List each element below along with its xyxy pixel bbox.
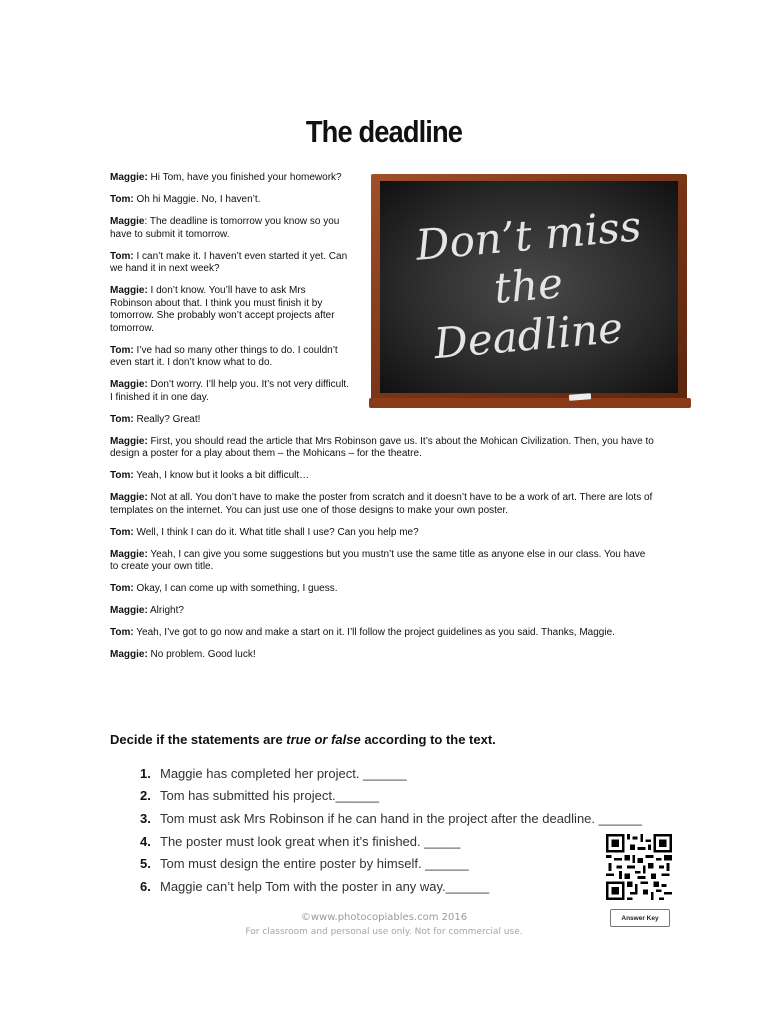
question-item: 5. Tom must design the entire poster by himself. ______: [140, 856, 469, 872]
dialogue-line: Maggie: Alright?: [110, 605, 184, 616]
dialogue-line: Tom: Oh hi Maggie. No, I haven’t.: [110, 194, 261, 205]
dialogue-line: Maggie: Not at all. You don’t have to make the poster from scratch and it doesn’t have to be a work of art. There are lots of templates on the internet. You can just use one of those designs to make your own poster.: [110, 492, 653, 516]
dialogue-line: Maggie: Hi Tom, have you finished your homework?: [110, 172, 342, 183]
question-item: 2. Tom has submitted his project.______: [140, 788, 379, 804]
footer-copyright: ©www.photocopiables.com 2016: [300, 912, 468, 923]
dialogue-line: Tom: I’ve had so many other things to do. I couldn’t even start it. I don’t know what to do.: [110, 344, 338, 368]
dialogue-line: Tom: Yeah, I’ve got to go now and make a start on it. I’ll follow the project guidelines as you said. Thanks, Maggie.: [110, 627, 615, 638]
page-title: The deadline: [305, 114, 463, 149]
instructions: Decide if the statements are true or false according to the text.: [110, 732, 496, 747]
question-list: [140, 762, 642, 898]
question-item: 3. Tom must ask Mrs Robinson if he can hand in the project after the deadline. ______: [140, 810, 643, 826]
board-line-2: the: [492, 258, 565, 313]
qr-code-icon[interactable]: [606, 834, 672, 900]
dialogue-line: Maggie: Yeah, I can give you some suggestions but you mustn’t use the same title as anyone else in our class. You have to create your own title.: [110, 548, 646, 572]
question-item: 1. Maggie has completed her project. ______: [140, 765, 407, 781]
board-line-3: Deadline: [432, 302, 625, 369]
dialogue-line: Maggie: First, you should read the article that Mrs Robinson gave us. It’s about the Mohican Civilization. Then, you have to design a poster for a play about them – the Mohicans – for the theatre.: [110, 435, 654, 459]
dialogue: [110, 172, 655, 671]
dialogue-line: Tom: Yeah, I know but it looks a bit difficult…: [110, 470, 310, 481]
dialogue-line: Maggie: I don’t know. You’ll have to ask Mrs Robinson about that. I think you must finish it by tomorrow. She probably won’t accept projects after tomorrow.: [110, 285, 335, 334]
dialogue-line: Maggie: The deadline is tomorrow you know so you have to submit it tomorrow.: [110, 216, 340, 240]
question-item: 6. Maggie can’t help Tom with the poster in any way.______: [140, 878, 490, 894]
dialogue-line: Tom: I can’t make it. I haven’t even started it yet. Can we hand it in next week?: [110, 250, 348, 274]
dialogue-line: Tom: Well, I think I can do it. What title shall I use? Can you help me?: [110, 526, 419, 538]
answer-key-button[interactable]: Answer Key: [610, 909, 670, 927]
dialogue-line: Maggie: No problem. Good luck!: [110, 649, 256, 660]
question-item: 4. The poster must look great when it’s finished. _____: [140, 833, 461, 849]
dialogue-line: Tom: Really? Great!: [110, 413, 201, 425]
dialogue-line: Tom: Okay, I can come up with something, I guess.: [110, 583, 338, 594]
board-line-1: Don’t miss: [413, 201, 644, 270]
dialogue-line: Maggie: Don’t worry. I’ll help you. It’s not very difficult. I finished it in one day.: [110, 379, 349, 403]
footer-usage-note: For classroom and personal use only. Not for commercial use.: [245, 927, 523, 937]
